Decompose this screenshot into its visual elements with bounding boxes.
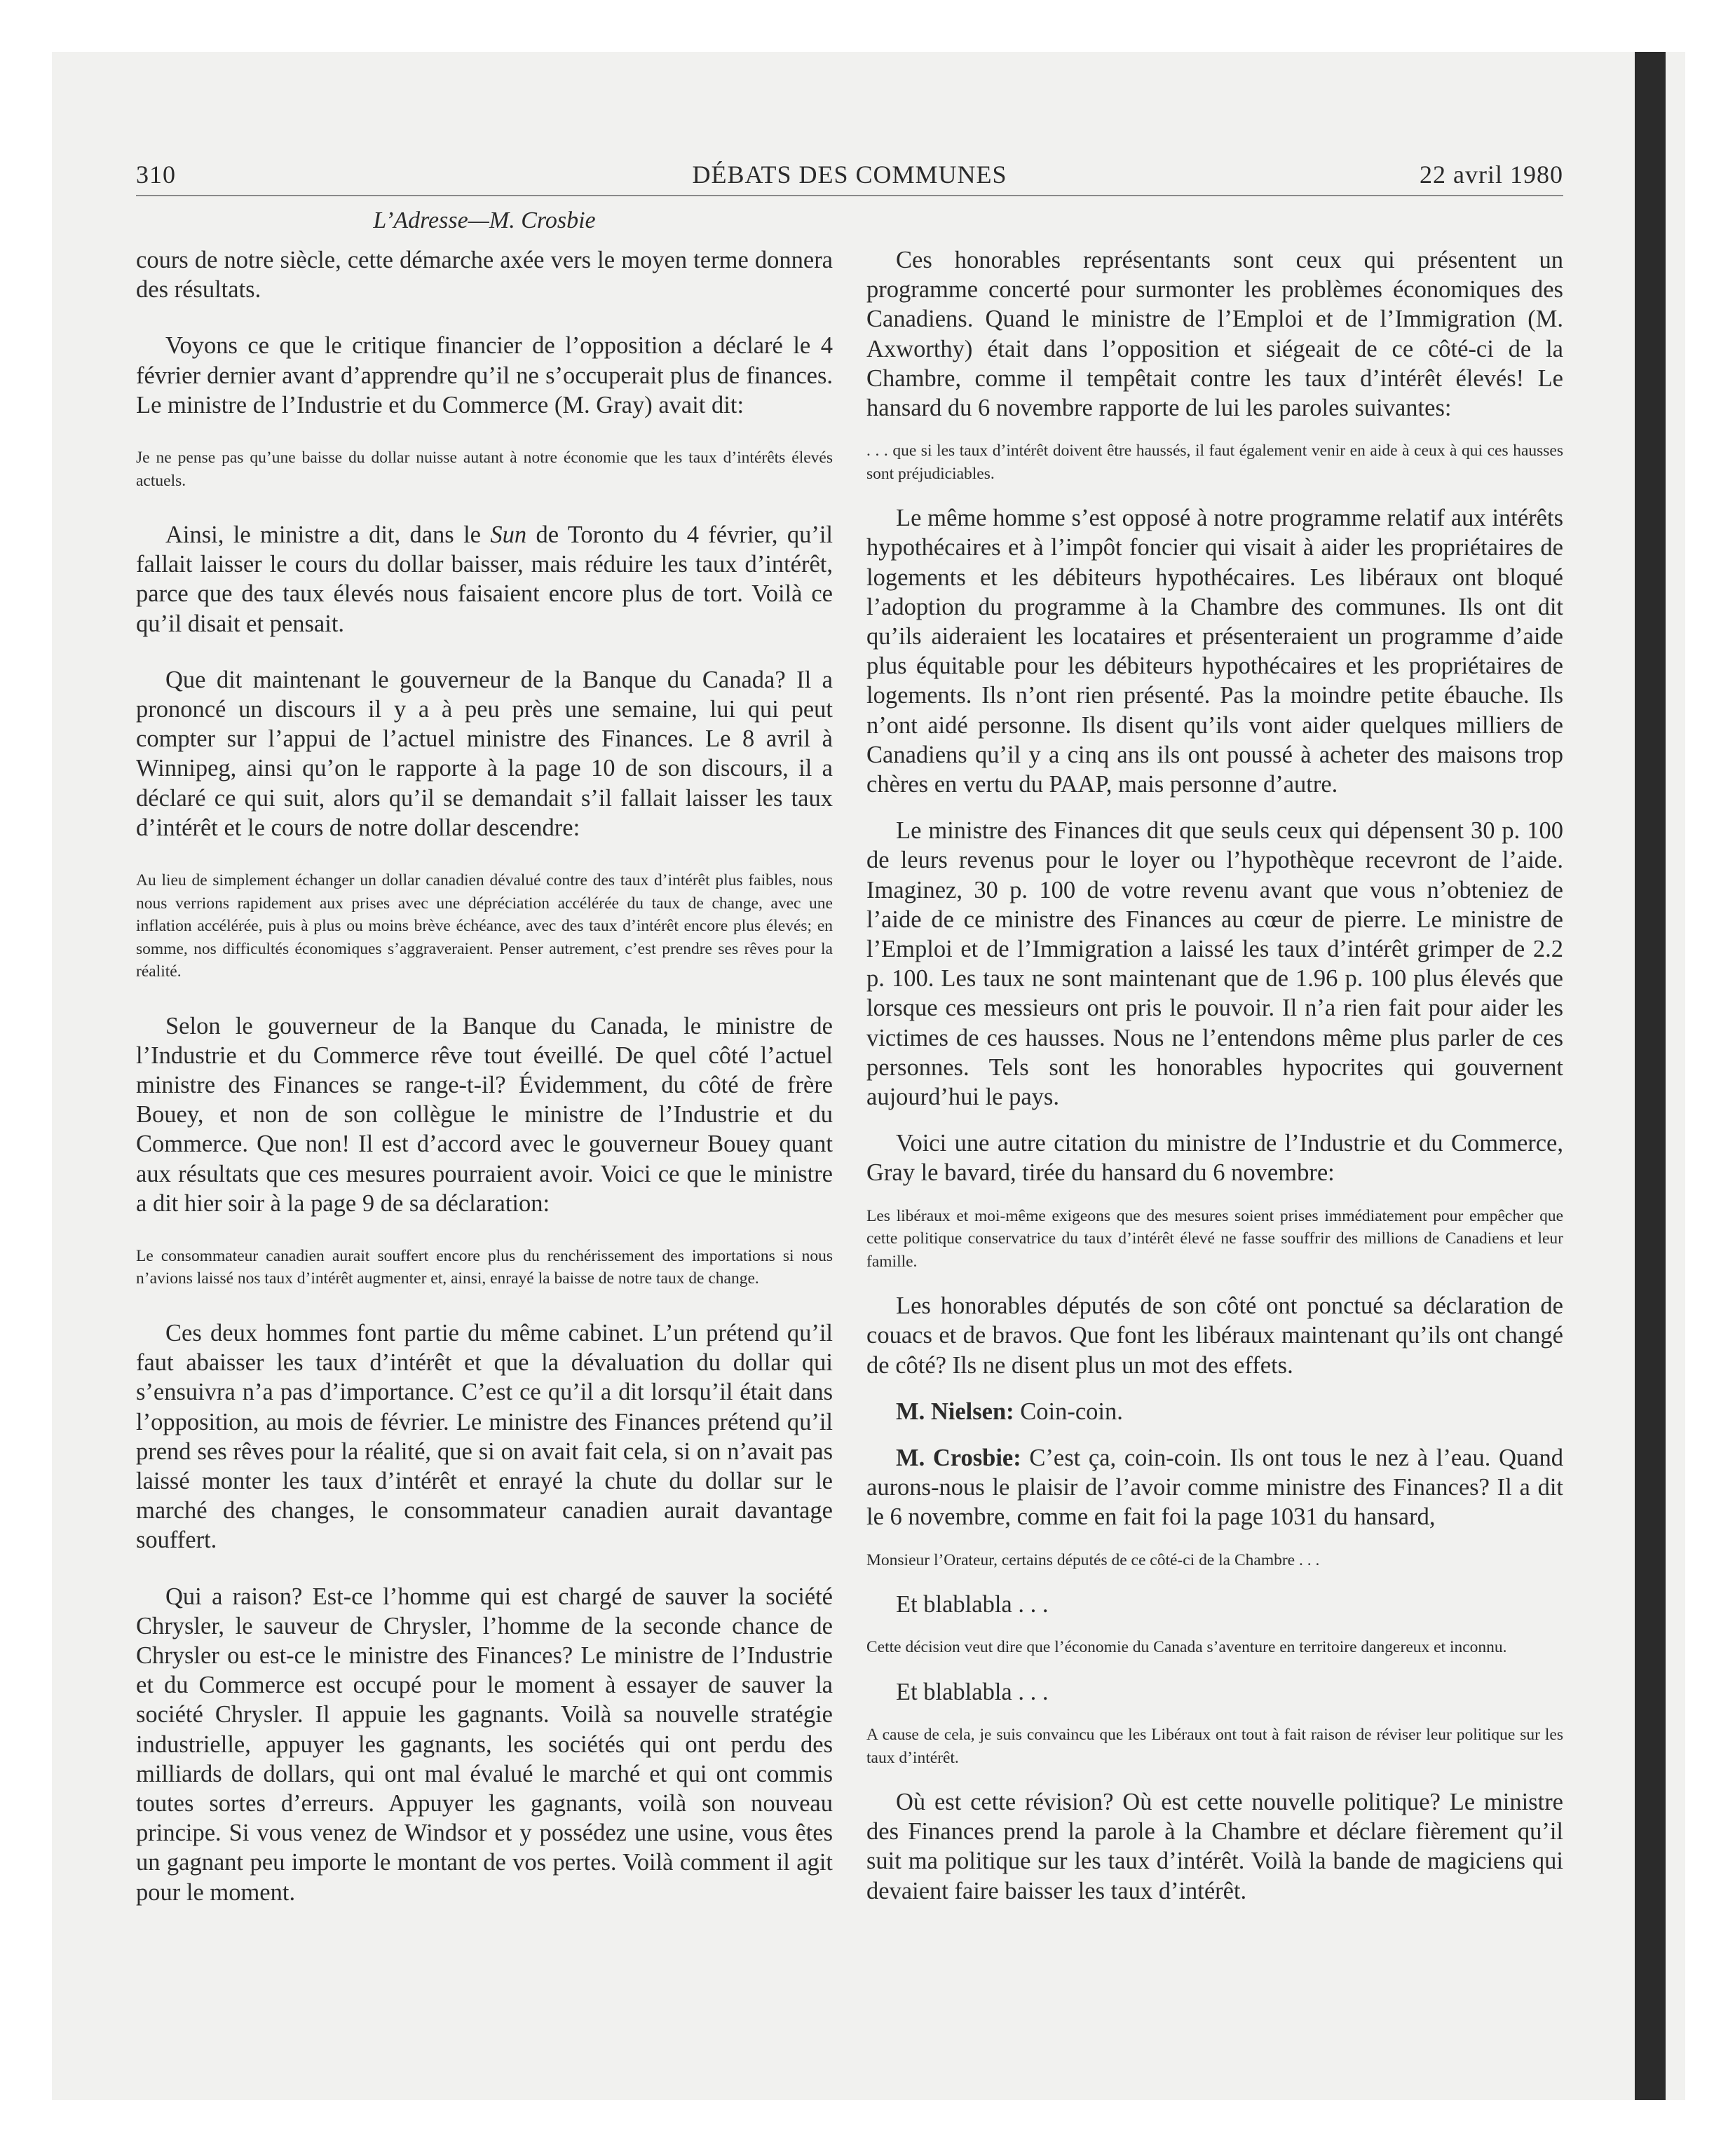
paragraph: Et blablabla . . . [896,1591,1049,1618]
running-header [136,160,1563,196]
speaker-paragraph [866,1397,1563,1426]
block-quote: Cette décision veut dire que l’économie du Canada s’aventure en territoire dangereux et inconnu. [866,1638,1507,1657]
paragraph: Voici une autre citation du ministre de l’Industrie et du Commerce, Gray le bavard, tirée du hansard du 6 novembre: [866,1130,1563,1187]
text-run: C’est ça, coin-coin. Ils ont tous le nez à l’eau. Quand aurons-nous le plaisir de l’avoir comme ministre des Finances? Il a dit le 6 novembre, comme en fait foi la page 1031 du hansard, [866,1445,1564,1531]
block-quote: Les libéraux et moi-même exigeons que des mesures soient prises immédiatement pour empêcher que cette politique conservatrice du taux d’intérêt élevé ne fasse souffrir des millions de Canadiens et leur famille. [866,1206,1563,1271]
page-number: 310 [136,161,176,189]
block-quote: . . . que si les taux d’intérêt doivent être haussés, il faut également venir en aide à ceux à qui ces hausses sont préjudiciables. [866,442,1563,483]
paragraph: Où est cette révision? Où est cette nouvelle politique? Le ministre des Finances prend la parole à la Chambre et déclare fièrement qu’il suit ma politique sur les taux d’intérêt. Voilà la bande de magiciens qui devaient faire baisser les taux d’intérêt. [866,1789,1563,1904]
speaker-name: M. Crosbie: [896,1445,1021,1471]
block-quote: A cause de cela, je suis convaincu que les Libéraux ont tout à fait raison de réviser leur politique sur les taux d’intérêt. [866,1726,1563,1767]
block-quote: Le consommateur canadien aurait souffert encore plus du renchérissement des importations si nous n’avions laissé nos taux d’intérêt augmenter et, ainsi, enrayé la baisse de notre taux de change. [136,1246,833,1288]
paragraph: Et blablabla . . . [896,1678,1049,1705]
paragraph: Qui a raison? Est-ce l’homme qui est chargé de sauver la société Chrysler, le sauveur de Chrysler, l’homme de la seconde chance de Chrysler ou est-ce le ministre des Finances? Le ministre de l’Industrie et du Commerce est occupé pour le moment à essayer de sauver la société Chrysler. Il appuie les gagnants. Voilà sa nouvelle stratégie industrielle, appuyer les gagnants, les sociétés qui ont perdu des milliards de dollars, qui ont mal évalué le marché et qui ont commis toutes sortes d’erreurs. Appuyer les gagnants, voilà son nouveau principe. Si vous venez de Windsor et y possédez une usine, vous êtes un gagnant peu importe le montant de vos pertes. Voilà comment il agit pour le moment. [136,1583,833,1906]
text-run: Coin-coin. [1014,1398,1123,1425]
paragraph: Les honorables députés de son côté ont ponctué sa déclaration de couacs et de bravos. Que font les libéraux maintenant qu’ils ont changé de côté? Ils ne disent plus un mot des effets. [866,1292,1563,1379]
publication-title: DÉBATS DES COMMUNES [692,161,1007,189]
right-column [866,245,1563,1923]
paragraph: Selon le gouverneur de la Banque du Canada, le ministre de l’Industrie et du Commerce rêve tout éveillé. De quel côté l’actuel ministre des Finances se range-t-il? Évidemment, du côté de frère Bouey, et non de son collègue le ministre de l’Industrie et du Commerce. Que non! Il est d’accord avec le gouverneur Bouey quant aux résultats que ces mesures pourraient avoir. Voici ce que le ministre a dit hier soir à la page 9 de sa déclaration: [136,1012,833,1217]
paragraph: cours de notre siècle, cette démarche axée vers le moyen terme donnera des résultats. [136,247,833,303]
paragraph: Voyons ce que le critique financier de l’opposition a déclaré le 4 février dernier avant d’apprendre qu’il ne s’occuperait plus de finances. Le ministre de l’Industrie et du Commerce (M. Gray) avait dit: [136,332,833,418]
speaker-paragraph [866,1443,1563,1532]
text-run: Ainsi, le ministre a dit, dans le [165,521,491,549]
paragraph: Ces deux hommes font partie du même cabinet. L’un prétend qu’il faut abaisser les taux d’intérêt et que la dévaluation du dollar qui s’ensuivra n’a pas d’importance. C’est ce qu’il a dit lorsqu’il était dans l’opposition, au mois de février. Le ministre des Finances prétend qu’il prend ses rêves pour la réalité, que si on avait fait cela, si on n’avait pas laissé monter les taux d’intérêt et enrayé la chute du dollar sur le marché des changes, le consommateur canadien aurait davantage souffert. [136,1319,833,1554]
block-quote: Monsieur l’Orateur, certains députés de ce côté-ci de la Chambre . . . [866,1550,1320,1569]
section-heading: L’Adresse—M. Crosbie [373,207,596,233]
paragraph: Que dit maintenant le gouverneur de la Banque du Canada? Il a prononcé un discours il y a à peu près une semaine, lui qui peut compter sur l’appui de l’actuel ministre des Finances. Le 8 avril à Winnipeg, ainsi qu’on le rapporte à la page 10 de son discours, il a déclaré ce qui suit, alors qu’il se demandait s’il fallait laisser les taux d’intérêt et le cours de notre dollar descendre: [136,666,833,841]
paragraph: Ces honorables représentants sont ceux qui présentent un programme concerté pour surmonter les problèmes économiques des Canadiens. Quand le ministre de l’Emploi et de l’Immigration (M. Axworthy) était dans l’opposition et siégeait de ce côté-ci de la Chambre, comme il tempêtait contre les taux d’intérêt élevés! Le hansard du 6 novembre rapporte de lui les paroles suivantes: [866,247,1563,422]
header-date: 22 avril 1980 [1420,161,1563,189]
block-quote: Je ne pense pas qu’une baisse du dollar nuisse autant à notre économie que les taux d’intérêts élevés actuels. [136,449,833,490]
paragraph [136,520,833,639]
text-run: de Toronto du 4 février, qu’il fallait laisser le cours du dollar baisser, mais réduire les taux d’intérêt, parce que des taux élevés nous faisaient encore plus de tort. Voilà ce qu’il disait et pensait. [136,521,833,637]
newspaper-name: Sun [490,521,527,549]
paragraph: Le ministre des Finances dit que seuls ceux qui dépensent 30 p. 100 de leurs revenus pour le loyer ou l’hypothèque recevront de l’aide. Imaginez, 30 p. 100 de votre revenu avant que vous n’obteniez de l’aide de ce ministre des Finances au cœur de pierre. Le ministre de l’Emploi et de l’Immigration a laissé les taux d’intérêt grimper de 2.2 p. 100. Les taux ne sont maintenant que de 1.96 p. 100 plus élevés que lorsque ces messieurs ont pris le pouvoir. Il n’a rien fait pour aider les victimes de ces hausses. Nous ne l’entendons même plus parler de ces personnes. Tels sont les honorables hypocrites qui gouvernent aujourd’hui le pays. [866,817,1563,1111]
block-quote: Au lieu de simplement échanger un dollar canadien dévalué contre des taux d’intérêt plus faibles, nous nous verrions rapidement aux prises avec une dépréciation accélérée du taux de change, avec une inflation accélérée, puis à plus ou moins brève échéance, avec des taux d’intérêt encore plus élevés; en somme, nos difficultés économiques s’aggraveraient. Penser autrement, c’est prendre ses rêves pour la réalité. [136,871,833,981]
speaker-name: M. Nielsen: [896,1398,1014,1425]
left-column [136,245,833,1934]
scan-edge-shadow [1635,52,1666,2100]
paragraph: Le même homme s’est opposé à notre programme relatif aux intérêts hypothécaires et à l’impôt foncier qui visait à aider les propriétaires de logements et les débiteurs hypothécaires. Les libéraux ont bloqué l’adoption du programme à la Chambre des communes. Ils ont dit qu’ils aideraient les locataires et présenteraient un programme d’aide plus équitable pour les débiteurs hypothécaires et les propriétaires de logements. Ils n’ont rien présenté. Pas la moindre petite ébauche. Ils n’ont aidé personne. Ils disent qu’ils vont aider quelques milliers de Canadiens qu’il y a cinq ans ils ont poussé à acheter des maisons trop chères en vertu du PAAP, mais personne d’autre. [866,505,1563,798]
